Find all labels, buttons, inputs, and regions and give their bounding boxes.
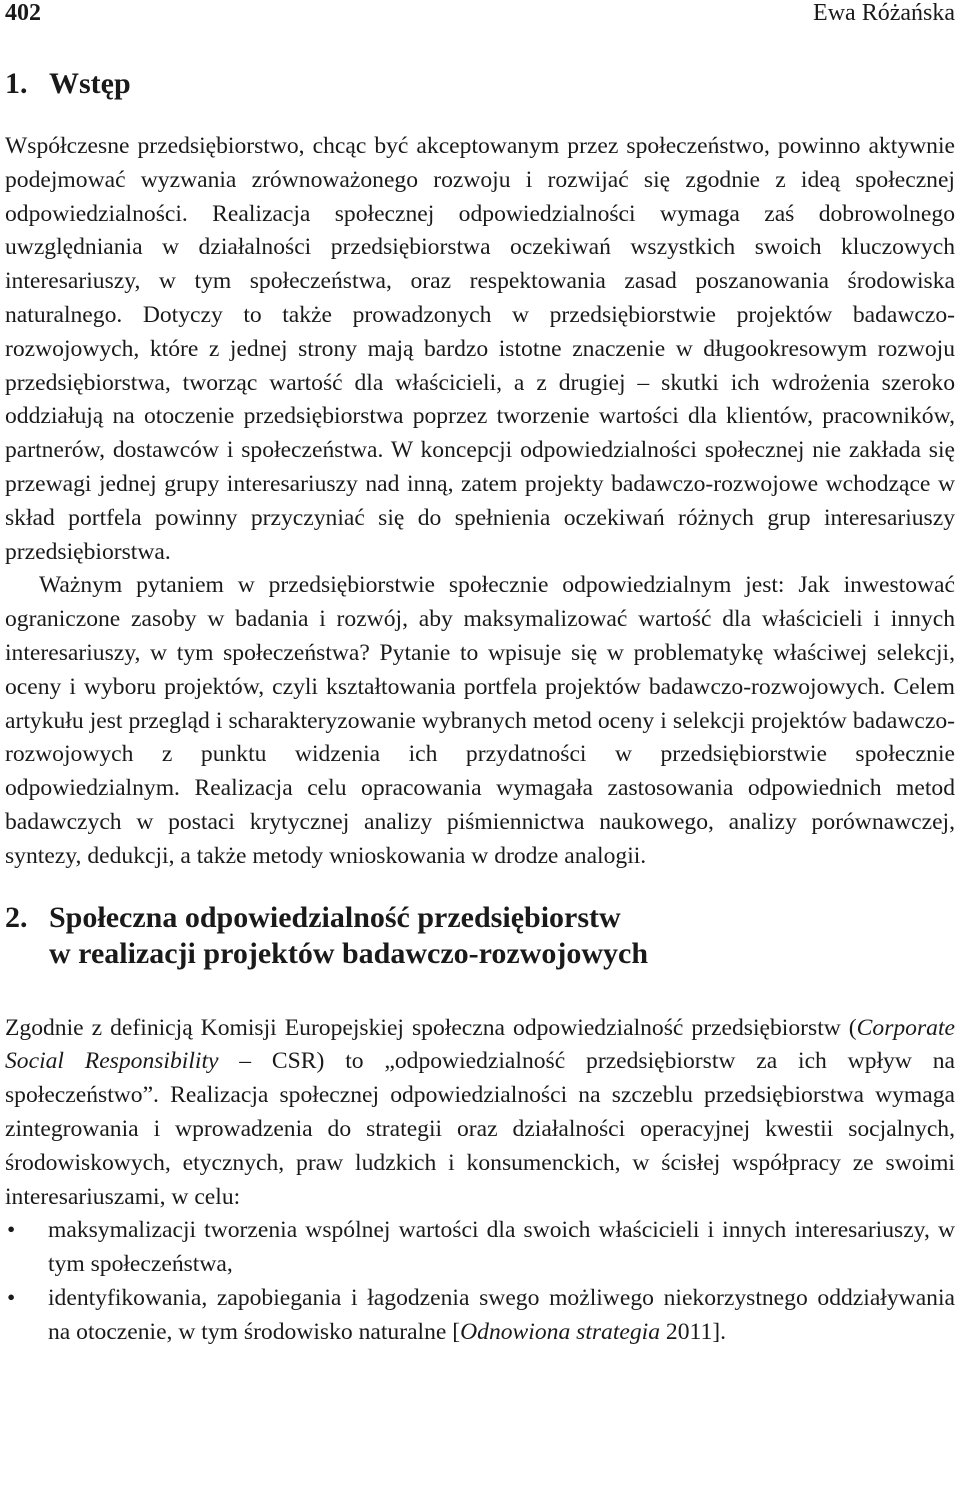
list-item-text: 2011]. [660,1318,726,1345]
list-item-text: maksymalizacji tworzenia wspólnej wartości dla swoich właścicieli i innych interesariuszy, w tym społeczeństwa, [48,1217,955,1278]
section-title-line: w realizacji projektów badawczo-rozwojowych [49,936,649,970]
page [5,0,955,1350]
section-title: Wstęp [49,67,131,100]
bullet-icon: • [7,1284,16,1311]
section-number: 2. [5,900,28,934]
list-item [5,1214,955,1282]
paragraph: Ważnym pytaniem w przedsiębiorstwie społecznie odpowiedzialnym jest: Jak inwestować ograniczone zasoby w badania i rozwój, aby maksymalizować wartość dla właścicieli i innych interesariuszy, w tym społeczeństwa? Pytanie to wpisuje się w problematykę właściwej selekcji, oceny i wyboru projektów, czyli kształtowania portfela projektów badawczo-rozwojowych. Celem artykułu jest przegląd i scharakteryzowanie wybranych metod oceny i selekcji projektów badawczo-rozwojowych z punktu widzenia ich przydatności w przedsiębiorstwie społecznie odpowiedzialnym. Realizacja celu opracowania wymagała zastosowania odpowiednich metod badawczych w postaci krytycznej analizy piśmiennictwa naukowego, analizy porównawczej, syntezy, dedukcji, a także metody wnioskowania w drodze analogii. [5,572,955,869]
bullet-icon: • [7,1217,16,1244]
paragraph: Współczesne przedsiębiorstwo, chcąc być akceptowanym przez społeczeństwo, powinno aktywnie podejmować wyzwania zrównoważonego rozwoju i rozwijać się zgodnie z ideą społecznej odpowiedzialności. Realizacja społecznej odpowiedzialności wymaga zaś dobrowolnego uwzględniania w działalności przedsiębiorstwa oczekiwań wszystkich swoich kluczowych interesariuszy, w tym społeczeństwa, oraz respektowania zasad poszanowania środowiska naturalnego. Dotyczy to także prowadzonych w przedsiębiorstwie projektów badawczo-rozwojowych, które z jednej strony mają bardzo istotne znaczenie w długookresowym rozwoju przedsiębiorstwa, tworząc wartość dla właścicieli, a z drugiej – skutki ich wdrożenia szeroko oddziałują na otoczenie przedsiębiorstwa poprzez tworzenie wartości dla klientów, pracowników, partnerów, dostawców i społeczeństwa. W koncepcji odpowiedzialności społecznej nie zakłada się przewagi jednej grupy interesariuszy nad inną, zatem projekty badawczo-rozwojowe wchodzące w skład portfela powinny przyczyniać się do spełnienia oczekiwań różnych grup interesariuszy przedsiębiorstwa. [5,133,955,565]
list-item-text: identyfikowania, zapobiegania i łagodzenia swego możliwego niekorzystnego oddziaływania na otoczenie, w tym środowisko naturalne [ [48,1284,955,1345]
section-heading-introduction [5,66,955,102]
page-number: 402 [5,0,41,26]
csr-term-italic: Corporate Social Responsibility [5,1014,955,1075]
running-head-author: Ewa Różańska [813,0,955,26]
paragraph [5,1012,955,1215]
section-heading-csr [5,900,955,972]
bullet-list [5,1214,955,1349]
paragraph-text: – CSR) to „odpowiedzialność przedsiębiorstw za ich wpływ na społeczeństwo”. Realizacja społecznej odpowiedzialności na szczeblu przedsiębiorstwa wymaga zintegrowania i wprowadzenia do strategii oraz działalności operacyjnej kwestii socjalnych, środowiskowych, etycznych, praw ludzkich i konsumenckich, w ścisłej współpracy ze swoimi interesariuszami, w celu: [5,1048,955,1210]
running-head [5,0,955,32]
section-title [49,900,648,972]
section-number: 1. [5,67,28,100]
citation-italic: Odnowiona strategia [460,1318,661,1345]
section-title-line: Społeczna odpowiedzialność przedsiębiorstw [49,900,621,934]
paragraph-text: Zgodnie z definicją Komisji Europejskiej społeczna odpowiedzialność przedsiębiorstw ( [5,1014,857,1041]
list-item [5,1282,955,1350]
